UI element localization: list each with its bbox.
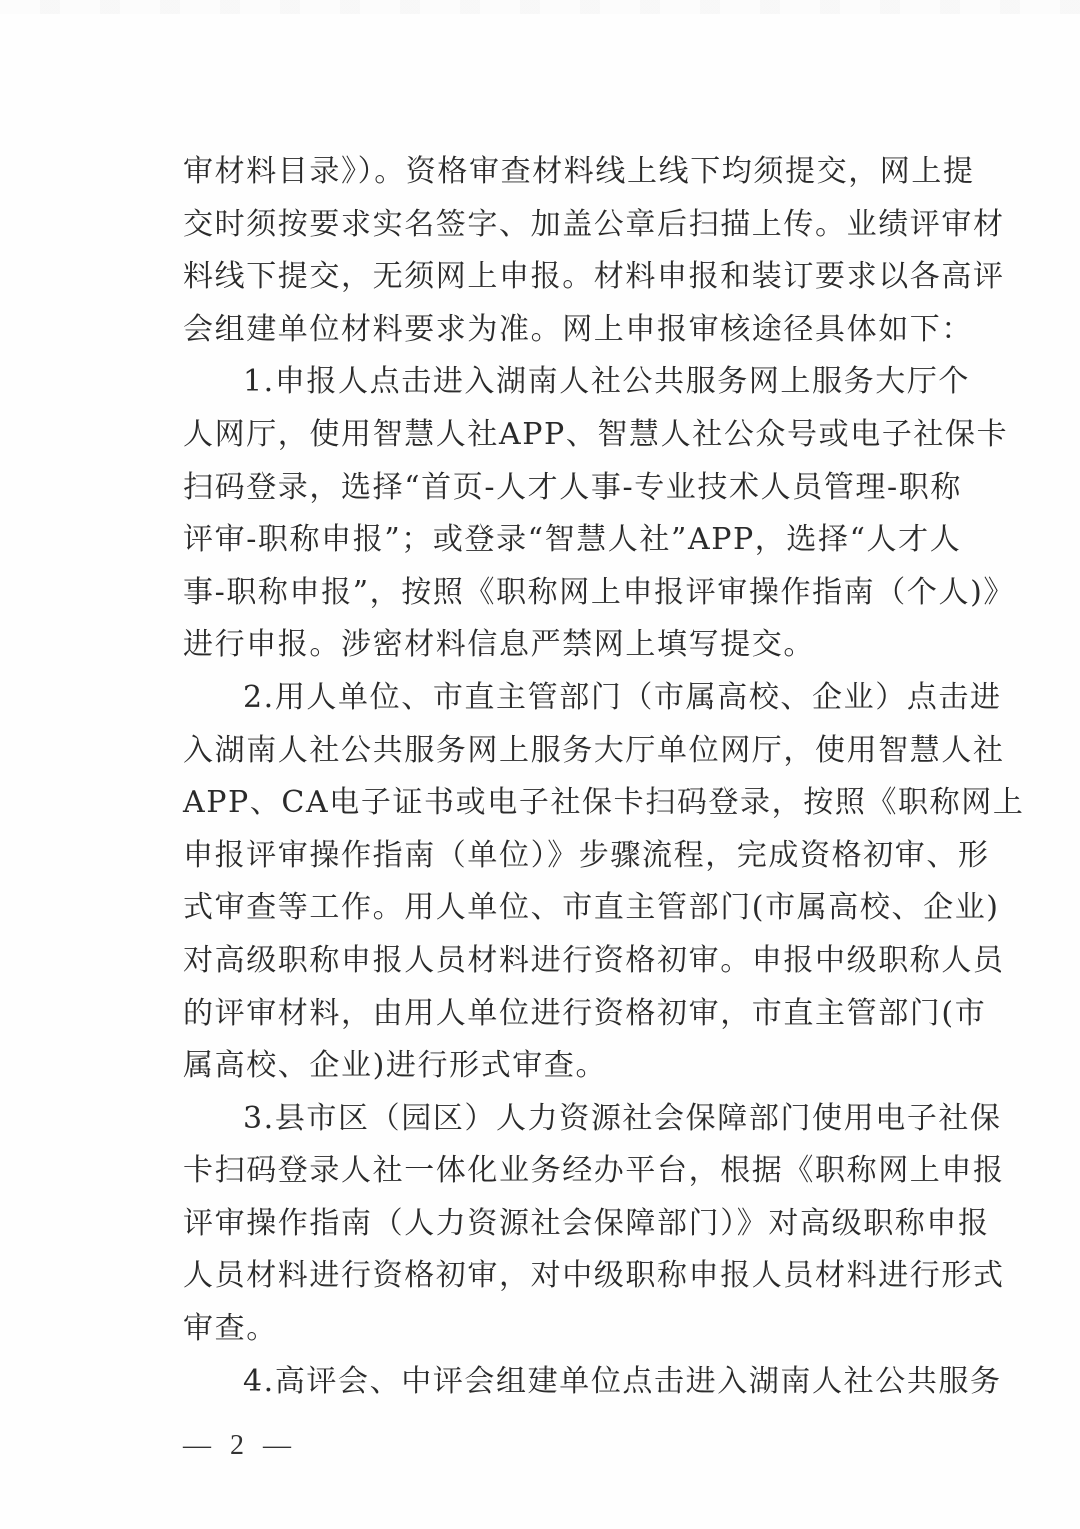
- text-line: 1.申报人点击进入湖南人社公共服务网上服务大厅个: [243, 364, 971, 400]
- text-line: 评审操作指南（人力资源社会保障部门）》对高级职称申报: [183, 1205, 990, 1241]
- text-line: 对高级职称申报人员材料进行资格初审。申报中级职称人员: [183, 942, 1005, 978]
- text-line: 入湖南人社公共服务网上服务大厅单位网厅，使用智慧人社: [183, 732, 1005, 768]
- text-line: 评审-职称申报”；或登录“智慧人社”APP，选择“人才人: [183, 522, 962, 558]
- page-number: — 2 —: [183, 1430, 297, 1461]
- text-line: 人员材料进行资格初审，对中级职称申报人员材料进行形式: [183, 1258, 1005, 1294]
- paragraph-item-2: [183, 672, 1025, 1093]
- text-line: 属高校、企业)进行形式审查。: [183, 1048, 608, 1084]
- text-line: 申报评审操作指南（单位）》步骤流程，完成资格初审、形: [183, 837, 990, 873]
- paragraph-intro-continued: [183, 146, 1005, 356]
- text-line: 事-职称申报”，按照《职称网上申报评审操作指南（个人)》: [183, 574, 1015, 610]
- text-line: 3.县市区（园区）人力资源社会保障部门使用电子社保: [243, 1100, 1002, 1136]
- text-line: 4.高评会、中评会组建单位点击进入湖南人社公共服务: [243, 1363, 1002, 1399]
- paragraph-item-4: [183, 1356, 1002, 1409]
- text-line: 扫码登录，选择“首页-人才人事-专业技术人员管理-职称: [183, 469, 962, 505]
- text-line: 进行申报。涉密材料信息严禁网上填写提交。: [183, 627, 815, 663]
- text-line: 审查。: [183, 1311, 278, 1347]
- text-line: 2.用人单位、市直主管部门（市属高校、企业）点击进: [243, 679, 1002, 715]
- text-line: APP、CA电子证书或电子社保卡扫码登录，按照《职称网上: [183, 785, 1025, 821]
- text-line: 审材料目录》）。资格审查材料线上线下均须提交，网上提: [183, 154, 975, 189]
- text-line: 卡扫码登录人社一体化业务经办平台，根据《职称网上申报: [183, 1153, 1005, 1189]
- text-line: 的评审材料，由用人单位进行资格初审，市直主管部门(市: [183, 995, 987, 1031]
- text-line: 交时须按要求实名签字、加盖公章后扫描上传。业绩评审材: [183, 206, 1005, 242]
- text-line: 式审查等工作。用人单位、市直主管部门(市属高校、企业): [183, 890, 1000, 926]
- text-line: 料线下提交，无须网上申报。材料申报和装订要求以各高评: [183, 259, 1005, 295]
- document-body: [183, 146, 1025, 1408]
- paragraph-item-3: [183, 1093, 1005, 1356]
- scan-edge-artifact: [0, 0, 1080, 14]
- text-line: 人网厅，使用智慧人社APP、智慧人社公众号或电子社保卡: [183, 416, 1009, 452]
- text-line: 会组建单位材料要求为准。网上申报审核途径具体如下：: [183, 311, 973, 347]
- paragraph-item-1: [183, 356, 1015, 672]
